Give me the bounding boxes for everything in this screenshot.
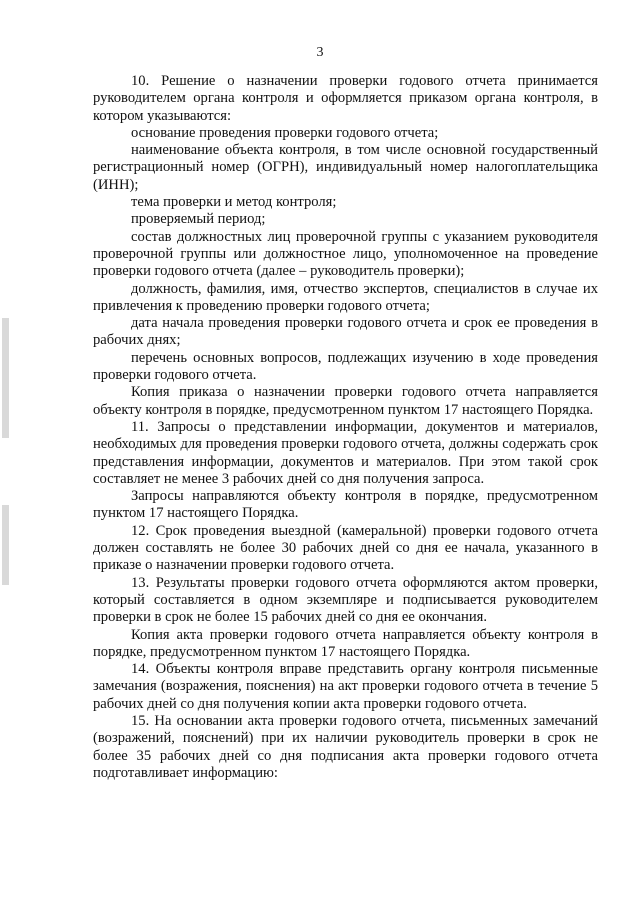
paragraph: Запросы направляются объекту контроля в порядке, предусмотренном пунктом 17 настоящего Порядка. (93, 488, 598, 522)
scan-margin-mark (2, 505, 9, 585)
paragraph: Копия приказа о назначении проверки годового отчета направляется объекту контроля в порядке, предусмотренном пунктом 17 настоящего Порядка. (93, 384, 598, 418)
paragraph: перечень основных вопросов, подлежащих изучению в ходе проведения проверки годового отчета. (93, 349, 598, 384)
paragraph: 15. На основании акта проверки годового отчета, письменных замечаний (возражений, пояснений) при их наличии руководитель проверки в срок не более 35 рабочих дней со дня подписания акта проверки годового отчета подготавливает информацию: (93, 712, 598, 781)
paragraph: основание проведения проверки годового отчета; (131, 124, 439, 141)
paragraph: Копия акта проверки годового отчета направляется объекту контроля в порядке, предусмотренном пунктом 17 настоящего Порядка. (93, 626, 598, 660)
paragraph: тема проверки и метод контроля; (131, 194, 337, 211)
paragraph: наименование объекта контроля, в том числе основной государственный регистрационный номер (ОГРН), индивидуальный номер налогоплательщика (ИНН); (93, 142, 598, 193)
paragraph: 11. Запросы о представлении информации, документов и материалов, необходимых для проведения проверки годового отчета, должны содержать срок представления информации, документов и материалов. При этом такой срок составляет не менее 3 рабочих дней со дня получения запроса. (93, 418, 598, 487)
scan-margin-mark (2, 318, 9, 438)
paragraph: 10. Решение о назначении проверки годового отчета принимается руководителем органа контроля и оформляется приказом органа контроля, в котором указываются: (93, 73, 598, 124)
paragraph: 12. Срок проведения выездной (камеральной) проверки годового отчета должен составлять не более 30 рабочих дней со дня ее начала, указанного в приказе о назначении проверки годового отчета. (93, 522, 598, 574)
paragraph: состав должностных лиц проверочной группы с указанием руководителя проверочной группы или должностное лицо, уполномоченное на проведение проверки годового отчета (далее – руководитель проверки); (93, 228, 598, 280)
document-body (93, 73, 598, 782)
paragraph: 13. Результаты проверки годового отчета оформляются актом проверки, который составляется в одном экземпляре и подписывается руководителем проверки в срок не более 15 рабочих дней со дня ее окончания. (93, 574, 598, 626)
page-number: 3 (316, 45, 324, 60)
paragraph: должность, фамилия, имя, отчество экспертов, специалистов в случае их привлечения к проведению проверки годового отчета; (93, 280, 598, 314)
paragraph: проверяемый период; (131, 211, 266, 228)
paragraph: 14. Объекты контроля вправе представить органу контроля письменные замечания (возражения, пояснения) на акт проверки годового отчета в течение 5 рабочих дней со дня получения копии акта проверки годового отчета. (93, 661, 598, 712)
paragraph: дата начала проведения проверки годового отчета и срок ее проведения в рабочих днях; (93, 315, 598, 349)
